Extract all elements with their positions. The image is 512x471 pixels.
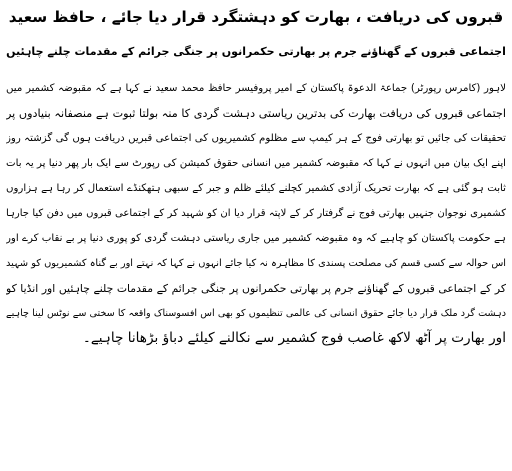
body-line: کشمیری نوجوان جنہیں بھارتی فوج نے گرفتار کر کے لاپتہ قرار دیا ان کو شہید کر کے اجتماعی قبروں میں دفن کیا جارہا (6, 208, 506, 219)
body-line: ہے حکومت پاکستان کو چاہیے کہ وہ مقبوضہ کشمیر میں جاری ریاستی دہشت گردی کو پوری دنیا پر بے نقاب کرے اور (6, 233, 506, 244)
headline: قبروں کی دریافت ، بھارت کو دہشتگرد قرار دیا جائے ، حافظ سعید (8, 8, 504, 26)
body-line: تحقیقات کی جائیں تو بھارتی فوج کے ہر کیمپ سے مظلوم کشمیریوں کی اجتماعی قبریں دریافت ہوں گی گزشتہ روز (6, 133, 506, 144)
body-line: اپنے ایک بیان میں انہوں نے کہا کہ مقبوضہ کشمیر میں انسانی حقوق کمیشن کی رپورٹ سے ایک بار پھر دنیا پر یہ بات (6, 158, 506, 169)
body-line: اس حوالہ سے کسی قسم کی مصلحت پسندی کا مظاہرہ نہ کیا جائے انہوں نے کہا کہ نہتے اور بے گناہ کشمیریوں کو شہید (6, 258, 506, 269)
body-line: اور بھارت پر آٹھ لاکھ غاصب فوج کشمیر سے نکالنے کیلئے دباؤ بڑھانا چاہیے۔ (82, 330, 506, 346)
body-line: ثابت ہو گئی ہے کہ بھارت تحریک آزادی کشمیر کچلنے کیلئے ظلم و جبر کے سبھی ہتھکنڈے استعمال کر رہا ہے ہزاروں (6, 183, 506, 194)
body-line: دہشت گرد ملک قرار دیا جائے حقوق انسانی کی عالمی تنظیموں کو بھی اس افسوسناک واقعہ کا سختی سے نوٹس لینا چاہیے (6, 308, 506, 319)
body-line: کر کے اجتماعی قبروں کے گھناؤنے جرم پر بھارتی حکمرانوں پر جنگی جرائم کے مقدمات چلنے چاہئیں اور انڈیا کو (6, 282, 506, 295)
article-body (6, 76, 506, 351)
body-line: لاہور (کامرس رپورٹر) جماعۃ الدعوۃ پاکستان کے امیر پروفیسر حافظ محمد سعید نے کہا ہے کہ مقبوضہ کشمیر میں (6, 83, 506, 94)
body-line: اجتماعی قبروں کی دریافت بھارت کی بدترین ریاستی دہشت گردی کا منہ بولتا ثبوت ہے منصفانہ بنیادوں پر (6, 107, 506, 120)
subheadline: اجتماعی قبروں کے گھناؤنے جرم پر بھارتی حکمرانوں پر جنگی جرائم کے مقدمات چلنے چاہئیں (6, 45, 506, 58)
